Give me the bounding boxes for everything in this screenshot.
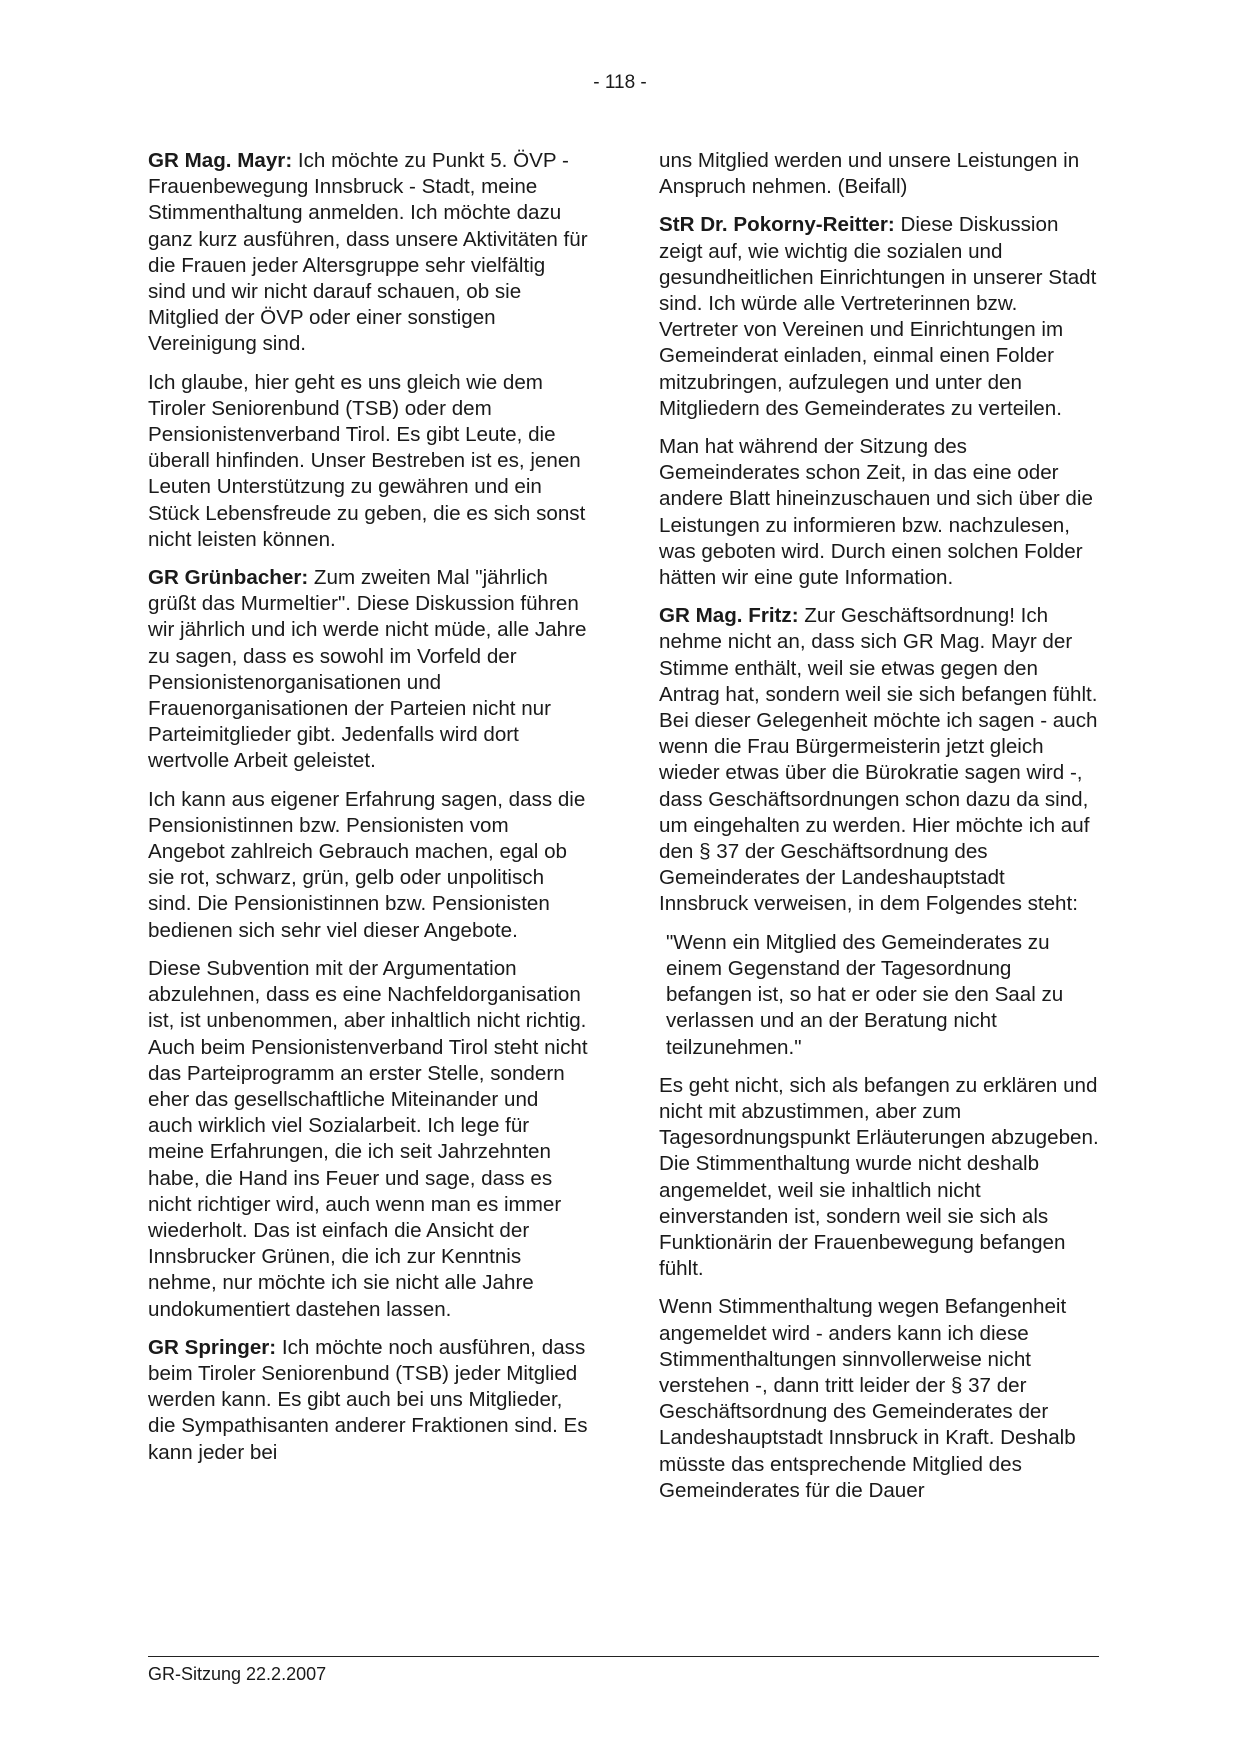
- speaker-name: GR Mag. Mayr:: [148, 149, 293, 172]
- footer-divider: [148, 1656, 1099, 1657]
- quote-text: "Wenn ein Mitglied des Gemeinderates zu einem Gegenstand der Tagesordnung befangen ist, so hat er oder sie den Saal zu verlassen und an der Beratung nicht teilzunehmen.": [666, 930, 1064, 1059]
- speaker-name: StR Dr. Pokorny-Reitter:: [659, 213, 895, 237]
- paragraph: [148, 1335, 588, 1466]
- speaker-name: GR Grünbacher:: [148, 566, 309, 590]
- footer-session-date: GR-Sitzung 22.2.2007: [148, 1664, 327, 1684]
- quoted-paragraph: [659, 930, 1099, 1061]
- paragraph-text: Zur Geschäftsordnung! Ich nehme nicht an, dass sich GR Mag. Mayr der Stimme enthält, weil sie etwas gegen den Antrag hat, sondern weil sie sich befangen fühlt. Bei dieser Gelegenheit möchte ich sagen - auch wenn die Frau Bürgermeisterin jetzt gleich wieder etwas über die Bürokratie sagen wird -, dass Geschäftsordnungen schon dazu da sind, um eingehalten zu werden. Hier möchte ich auf den § 37 der Geschäftsordnung des Gemeinderates der Landeshauptstadt Innsbruck verweisen, in dem Folgendes steht:: [659, 604, 1098, 916]
- paragraph: [148, 787, 588, 944]
- paragraph: [148, 956, 588, 1323]
- paragraph: [148, 565, 588, 775]
- paragraph-text: Ich kann aus eigener Erfahrung sagen, dass die Pensionistinnen bzw. Pensionisten vom Angebot zahlreich Gebrauch machen, egal ob sie rot, schwarz, grün, gelb oder unpolitisch sind. Die Pensionistinnen bzw. Pensionisten bedienen sich sehr viel dieser Angebote.: [148, 787, 586, 942]
- paragraph-text: uns Mitglied werden und unsere Leistungen in Anspruch nehmen. (Beifall): [659, 149, 1080, 199]
- paragraph-text: Diese Diskussion zeigt auf, wie wichtig die sozialen und gesundheitlichen Einrichtungen in unserer Stadt sind. Ich würde alle Vertreterinnen bzw. Vertreter von Vereinen und Einrichtungen im Gemeinderat einladen, einmal einen Folder mitzubringen, aufzulegen und unter den Mitgliedern des Gemeinderates zu verteilen.: [659, 213, 1097, 420]
- paragraph-text: Es geht nicht, sich als befangen zu erklären und nicht mit abzustimmen, aber zum Tagesordnungspunkt Erläuterungen abzugeben. Die Stimmenthaltung wurde nicht deshalb angemeldet, weil sie inhaltlich nicht einverstanden ist, sondern weil sie sich als Funktionärin der Frauenbewegung befangen fühlt.: [659, 1073, 1099, 1281]
- paragraph: [659, 434, 1099, 591]
- paragraph-text: Ich glaube, hier geht es uns gleich wie dem Tiroler Seniorenbund (TSB) oder dem Pensionistenverband Tirol. Es gibt Leute, die überall hinfinden. Unser Bestreben ist es, jenen Leuten Unterstützung zu gewähren und ein Stück Lebensfreude zu geben, die es sich sonst nicht leisten können.: [148, 370, 586, 551]
- paragraph-text: Diese Subvention mit der Argumentation abzulehnen, dass es eine Nachfeldorganisation ist, ist unbenommen, aber inhaltlich nicht richtig. Auch beim Pensionistenverband Tirol steht nicht das Parteiprogramm an erster Stelle, sondern eher das gesellschaftliche Miteinander und auch wirklich viel Sozialarbeit. Ich lege für meine Erfahrungen, die ich seit Jahrzehnten habe, die Hand ins Feuer und sage, dass es nicht richtiger wird, auch wenn man es immer wiederholt. Das ist einfach die Ansicht der Innsbrucker Grünen, die ich zur Kenntnis nehme, nur möchte ich sie nicht alle Jahre undokumentiert dastehen lassen.: [148, 956, 588, 1321]
- paragraph-text: Ich möchte noch ausführen, dass beim Tiroler Seniorenbund (TSB) jeder Mitglied werden kann. Es gibt auch bei uns Mitglieder, die Sympathisanten anderer Fraktionen sind. Es kann jeder bei: [148, 1335, 588, 1464]
- paragraph-text: Ich möchte zu Punkt 5. ÖVP - Frauenbewegung Innsbruck - Stadt, meine Stimmenthaltung anmelden. Ich möchte dazu ganz kurz ausführen, dass unsere Aktivitäten für die Frauen jeder Altersgruppe sehr vielfältig sind und wir nicht darauf schauen, ob sie Mitglied der ÖVP oder einer sonstigen Vereinigung sind.: [148, 149, 588, 356]
- paragraph: [659, 212, 1099, 422]
- paragraph: [659, 603, 1099, 917]
- speaker-name: GR Mag. Fritz:: [659, 604, 799, 628]
- page-number: - 118 -: [593, 72, 647, 93]
- right-column: [659, 148, 1099, 1516]
- speaker-name: GR Springer:: [148, 1335, 277, 1359]
- paragraph: [659, 148, 1099, 200]
- paragraph-text: Wenn Stimmenthaltung wegen Befangenheit angemeldet wird - anders kann ich diese Stimmenthaltungen sinnvollerweise nicht verstehen -, dann tritt leider der § 37 der Geschäftsordnung des Gemeinderates der Landeshauptstadt Innsbruck in Kraft. Deshalb müsste das entsprechende Mitglied des Gemeinderates für die Dauer: [659, 1295, 1076, 1502]
- paragraph: [148, 370, 588, 553]
- paragraph: [659, 1073, 1099, 1283]
- left-column: [148, 148, 588, 1478]
- paragraph: [148, 148, 588, 358]
- paragraph-text: Zum zweiten Mal "jährlich grüßt das Murmeltier". Diese Diskussion führen wir jährlich und ich werde nicht müde, alle Jahre zu sagen, dass es sowohl im Vorfeld der Pensionistenorganisationen und Frauenorganisationen der Parteien nicht nur Parteimitglieder gibt. Jedenfalls wird dort wertvolle Arbeit geleistet.: [148, 566, 587, 773]
- paragraph: [659, 1294, 1099, 1504]
- paragraph-text: Man hat während der Sitzung des Gemeinderates schon Zeit, in das eine oder andere Blatt hineinzuschauen und sich über die Leistungen zu informieren bzw. nachzulesen, was geboten wird. Durch einen solchen Folder hätten wir eine gute Information.: [659, 435, 1093, 590]
